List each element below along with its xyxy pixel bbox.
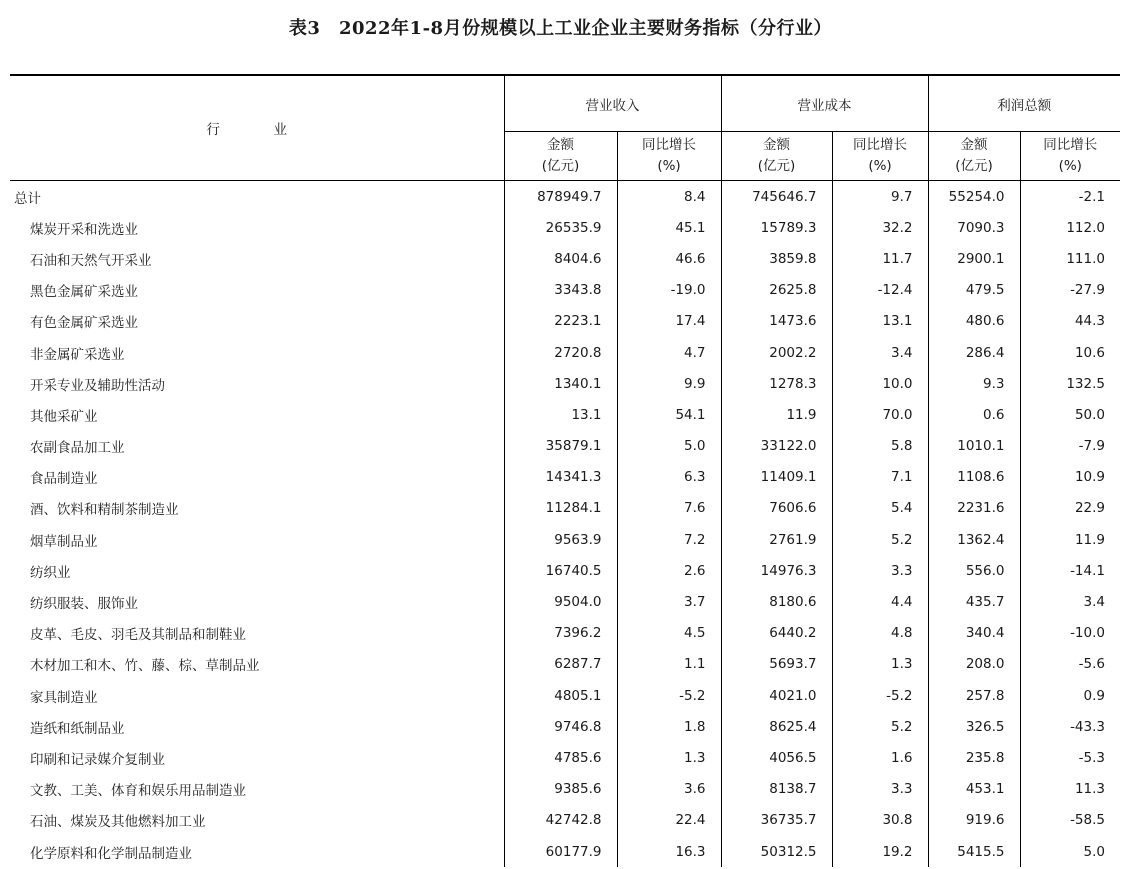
revenue-growth-cell: 3.7	[617, 586, 721, 617]
profit-growth-cell: 0.9	[1020, 680, 1120, 711]
table-row	[10, 306, 1120, 337]
total-row	[10, 181, 1120, 213]
cost-growth-cell: 3.4	[832, 337, 928, 368]
revenue-amount-header: 金额 (亿元)	[504, 132, 617, 181]
profit-growth-cell: -14.1	[1020, 555, 1120, 586]
cost-growth-cell: 5.8	[832, 431, 928, 462]
revenue-growth-cell: 16.3	[617, 836, 721, 867]
table-row	[10, 399, 1120, 430]
profit-growth-cell: 111.0	[1020, 243, 1120, 274]
revenue-amount-cell: 1340.1	[504, 368, 617, 399]
industry-name-cell: 化学原料和化学制品制造业	[30, 845, 192, 862]
industry-name-cell: 纺织业	[30, 564, 71, 581]
table-row	[10, 493, 1120, 524]
industry-name-cell: 酒、饮料和精制茶制造业	[30, 502, 179, 519]
cost-amount-cell: 4021.0	[721, 680, 832, 711]
cost-amount-cell: 3859.8	[721, 243, 832, 274]
revenue-growth-cell: 3.6	[617, 774, 721, 805]
revenue-growth-cell: 1.8	[617, 711, 721, 742]
cost-growth-cell: 32.2	[832, 212, 928, 243]
cost-amount-cell: 2761.9	[721, 524, 832, 555]
revenue-growth-cell: 45.1	[617, 212, 721, 243]
industry-name-cell: 黑色金属矿采选业	[30, 284, 138, 301]
cost-amount-cell: 14976.3	[721, 555, 832, 586]
revenue-growth-cell: 46.6	[617, 243, 721, 274]
cost-growth-cell: 9.7	[832, 181, 928, 213]
revenue-growth-cell: 4.5	[617, 618, 721, 649]
cost-growth-cell: 4.8	[832, 618, 928, 649]
profit-amount-cell: 55254.0	[928, 181, 1020, 213]
profit-amount-cell: 0.6	[928, 399, 1020, 430]
profit-growth-cell: -43.3	[1020, 711, 1120, 742]
cost-growth-cell: 3.3	[832, 774, 928, 805]
revenue-amount-cell: 4785.6	[504, 742, 617, 773]
table-row	[10, 711, 1120, 742]
cost-growth-cell: 3.3	[832, 555, 928, 586]
cost-growth-header: 同比增长 (%)	[832, 132, 928, 181]
cost-amount-cell: 6440.2	[721, 618, 832, 649]
profit-amount-cell: 1010.1	[928, 431, 1020, 462]
table-row	[10, 742, 1120, 773]
revenue-growth-cell: 17.4	[617, 306, 721, 337]
revenue-growth-cell: 7.6	[617, 493, 721, 524]
cost-growth-cell: 5.2	[832, 524, 928, 555]
table-title: 表3 2022年1-8月份规模以上工业企业主要财务指标（分行业）	[288, 18, 833, 39]
cost-growth-cell: -5.2	[832, 680, 928, 711]
profit-growth-cell: 10.6	[1020, 337, 1120, 368]
revenue-amount-cell: 7396.2	[504, 618, 617, 649]
profit-growth-cell: -10.0	[1020, 618, 1120, 649]
cost-growth-cell: 13.1	[832, 306, 928, 337]
table-row	[10, 524, 1120, 555]
revenue-amount-cell: 8404.6	[504, 243, 617, 274]
profit-growth-cell: 10.9	[1020, 462, 1120, 493]
profit-header: 利润总额	[928, 75, 1120, 132]
profit-amount-cell: 1362.4	[928, 524, 1020, 555]
revenue-growth-cell: 2.6	[617, 555, 721, 586]
revenue-amount-cell: 26535.9	[504, 212, 617, 243]
profit-growth-header: 同比增长 (%)	[1020, 132, 1120, 181]
revenue-growth-cell: 9.9	[617, 368, 721, 399]
profit-growth-cell: 11.3	[1020, 774, 1120, 805]
industry-name-cell: 家具制造业	[30, 689, 98, 706]
revenue-growth-cell: 54.1	[617, 399, 721, 430]
profit-amount-cell: 7090.3	[928, 212, 1020, 243]
cost-amount-cell: 2625.8	[721, 275, 832, 306]
cost-amount-cell: 1278.3	[721, 368, 832, 399]
table-row	[10, 431, 1120, 462]
profit-growth-cell: 3.4	[1020, 586, 1120, 617]
cost-amount-cell: 8180.6	[721, 586, 832, 617]
table-row	[10, 337, 1120, 368]
industry-name-cell: 食品制造业	[30, 471, 98, 488]
industry-name-cell: 非金属矿采选业	[30, 346, 125, 363]
profit-growth-cell: -7.9	[1020, 431, 1120, 462]
revenue-amount-cell: 11284.1	[504, 493, 617, 524]
cost-amount-cell: 11.9	[721, 399, 832, 430]
industry-name-cell: 其他采矿业	[30, 408, 98, 425]
cost-growth-cell: 5.4	[832, 493, 928, 524]
industry-name-cell: 文教、工美、体育和娱乐用品制造业	[30, 783, 246, 800]
industry-name-cell: 总计	[14, 190, 41, 207]
profit-growth-cell: 44.3	[1020, 306, 1120, 337]
table-row	[10, 586, 1120, 617]
profit-growth-cell: -58.5	[1020, 805, 1120, 836]
revenue-amount-cell: 3343.8	[504, 275, 617, 306]
profit-growth-cell: 22.9	[1020, 493, 1120, 524]
profit-growth-cell: 132.5	[1020, 368, 1120, 399]
cost-growth-cell: 11.7	[832, 243, 928, 274]
profit-amount-cell: 208.0	[928, 649, 1020, 680]
profit-amount-cell: 435.7	[928, 586, 1020, 617]
table-row	[10, 649, 1120, 680]
profit-growth-cell: 50.0	[1020, 399, 1120, 430]
industry-name-cell: 石油和天然气开采业	[30, 252, 152, 269]
industry-name-cell: 煤炭开采和洗选业	[30, 221, 138, 238]
cost-growth-cell: -12.4	[832, 275, 928, 306]
revenue-growth-cell: 8.4	[617, 181, 721, 213]
profit-amount-cell: 919.6	[928, 805, 1020, 836]
cost-amount-cell: 11409.1	[721, 462, 832, 493]
table-body	[10, 181, 1120, 868]
profit-amount-cell: 2900.1	[928, 243, 1020, 274]
industry-name-cell: 石油、煤炭及其他燃料加工业	[30, 814, 206, 831]
profit-amount-cell: 480.6	[928, 306, 1020, 337]
table-row	[10, 618, 1120, 649]
revenue-growth-cell: 5.0	[617, 431, 721, 462]
revenue-growth-cell: 7.2	[617, 524, 721, 555]
industry-header: 行 业	[10, 75, 504, 181]
revenue-header: 营业收入	[504, 75, 721, 132]
revenue-growth-cell: 22.4	[617, 805, 721, 836]
cost-amount-cell: 4056.5	[721, 742, 832, 773]
revenue-amount-cell: 9563.9	[504, 524, 617, 555]
cost-growth-cell: 1.3	[832, 649, 928, 680]
industry-name-cell: 木材加工和木、竹、藤、棕、草制品业	[30, 658, 260, 675]
industry-name-cell: 皮革、毛皮、羽毛及其制品和制鞋业	[30, 627, 246, 644]
cost-amount-cell: 1473.6	[721, 306, 832, 337]
revenue-amount-cell: 13.1	[504, 399, 617, 430]
profit-amount-cell: 340.4	[928, 618, 1020, 649]
revenue-amount-cell: 35879.1	[504, 431, 617, 462]
revenue-amount-cell: 2223.1	[504, 306, 617, 337]
revenue-growth-cell: 6.3	[617, 462, 721, 493]
profit-amount-cell: 2231.6	[928, 493, 1020, 524]
industry-name-cell: 造纸和纸制品业	[30, 720, 125, 737]
revenue-growth-cell: 1.3	[617, 742, 721, 773]
profit-growth-cell: -2.1	[1020, 181, 1120, 213]
profit-amount-cell: 257.8	[928, 680, 1020, 711]
cost-growth-cell: 1.6	[832, 742, 928, 773]
cost-growth-cell: 4.4	[832, 586, 928, 617]
cost-amount-cell: 8625.4	[721, 711, 832, 742]
table-row	[10, 680, 1120, 711]
revenue-amount-cell: 14341.3	[504, 462, 617, 493]
revenue-amount-cell: 2720.8	[504, 337, 617, 368]
table-row	[10, 805, 1120, 836]
profit-amount-cell: 479.5	[928, 275, 1020, 306]
cost-growth-cell: 30.8	[832, 805, 928, 836]
profit-amount-cell: 1108.6	[928, 462, 1020, 493]
revenue-growth-cell: 4.7	[617, 337, 721, 368]
revenue-amount-cell: 42742.8	[504, 805, 617, 836]
revenue-amount-cell: 878949.7	[504, 181, 617, 213]
revenue-amount-cell: 16740.5	[504, 555, 617, 586]
revenue-growth-cell: 1.1	[617, 649, 721, 680]
industry-name-cell: 纺织服装、服饰业	[30, 596, 138, 613]
profit-growth-cell: 5.0	[1020, 836, 1120, 867]
table-row	[10, 774, 1120, 805]
profit-amount-cell: 556.0	[928, 555, 1020, 586]
table-row	[10, 275, 1120, 306]
industry-name-cell: 烟草制品业	[30, 533, 98, 550]
cost-growth-cell: 10.0	[832, 368, 928, 399]
cost-amount-cell: 2002.2	[721, 337, 832, 368]
profit-growth-cell: 11.9	[1020, 524, 1120, 555]
profit-amount-cell: 453.1	[928, 774, 1020, 805]
profit-amount-cell: 286.4	[928, 337, 1020, 368]
revenue-growth-header: 同比增长 (%)	[617, 132, 721, 181]
profit-growth-cell: -5.6	[1020, 649, 1120, 680]
cost-amount-cell: 15789.3	[721, 212, 832, 243]
revenue-amount-cell: 60177.9	[504, 836, 617, 867]
table-row	[10, 836, 1120, 867]
profit-amount-cell: 235.8	[928, 742, 1020, 773]
table-row	[10, 368, 1120, 399]
cost-amount-cell: 8138.7	[721, 774, 832, 805]
profit-amount-cell: 326.5	[928, 711, 1020, 742]
cost-growth-cell: 70.0	[832, 399, 928, 430]
revenue-amount-cell: 4805.1	[504, 680, 617, 711]
cost-amount-cell: 5693.7	[721, 649, 832, 680]
table-row	[10, 462, 1120, 493]
industry-name-cell: 农副食品加工业	[30, 440, 125, 457]
revenue-growth-cell: -5.2	[617, 680, 721, 711]
table-row	[10, 243, 1120, 274]
industry-name-cell: 有色金属矿采选业	[30, 315, 138, 332]
table-row	[10, 555, 1120, 586]
profit-growth-cell: 112.0	[1020, 212, 1120, 243]
cost-header: 营业成本	[721, 75, 928, 132]
cost-amount-cell: 50312.5	[721, 836, 832, 867]
profit-growth-cell: -5.3	[1020, 742, 1120, 773]
profit-amount-cell: 5415.5	[928, 836, 1020, 867]
revenue-amount-cell: 9504.0	[504, 586, 617, 617]
revenue-amount-cell: 6287.7	[504, 649, 617, 680]
revenue-amount-cell: 9385.6	[504, 774, 617, 805]
revenue-amount-cell: 9746.8	[504, 711, 617, 742]
profit-growth-cell: -27.9	[1020, 275, 1120, 306]
table-row	[10, 212, 1120, 243]
finance-table	[10, 74, 1120, 867]
industry-name-cell: 开采专业及辅助性活动	[30, 377, 165, 394]
revenue-growth-cell: -19.0	[617, 275, 721, 306]
cost-amount-cell: 7606.6	[721, 493, 832, 524]
cost-amount-cell: 745646.7	[721, 181, 832, 213]
cost-growth-cell: 7.1	[832, 462, 928, 493]
cost-amount-cell: 36735.7	[721, 805, 832, 836]
cost-growth-cell: 5.2	[832, 711, 928, 742]
cost-amount-cell: 33122.0	[721, 431, 832, 462]
cost-amount-header: 金额 (亿元)	[721, 132, 832, 181]
profit-amount-header: 金额 (亿元)	[928, 132, 1020, 181]
industry-name-cell: 印刷和记录媒介复制业	[30, 751, 165, 768]
profit-amount-cell: 9.3	[928, 368, 1020, 399]
cost-growth-cell: 19.2	[832, 836, 928, 867]
